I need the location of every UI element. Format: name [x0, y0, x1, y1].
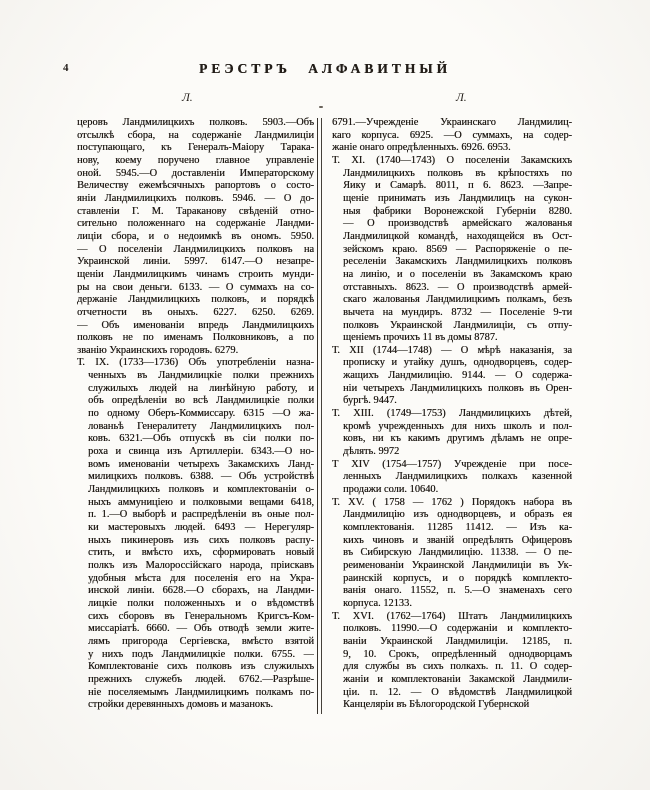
text-line: Яику и Самарѣ. 8011, п 6. 8623. —Запре- — [343, 180, 572, 192]
text-line: щеніе принимать изъ Ландмилицъ на сукон- — [343, 192, 572, 204]
text-line: стить, и вмѣсто ихъ, сформировать новый — [88, 547, 314, 559]
text-line: ніе поселяемымъ Ландмилицкимъ полкамъ по- — [88, 686, 314, 698]
text-line: Ландмилицкой командѣ, находящейся въ Ост- — [343, 230, 572, 242]
text-line: Украинской линіи. 5997. 6147.—О незапре- — [77, 256, 314, 268]
text-line: отчетности въ оныхъ. 6227. 6250. 6269. — [77, 306, 314, 318]
text-line: сихъ сборовъ въ Генеральномъ Кригсъ-Ком- — [88, 610, 314, 622]
register-entry — [332, 155, 572, 345]
text-line: ленныхъ Ландмилицкихъ полкахъ казенной — [343, 471, 572, 483]
text-line: Т. XI. (1740—1743) О поселеніи Закамскихъ — [332, 154, 572, 166]
text-line: Величеству ежемѣсячныхъ рапортовъ о состо- — [77, 180, 314, 192]
text-line: удобныя мѣста для поселенія его на Укра- — [88, 572, 314, 584]
text-line: лицкіе полки положенныхъ и о вѣдомствѣ — [88, 597, 314, 609]
text-line: щеніемъ прочихъ 11 въ домы 8787. — [343, 332, 498, 344]
text-line: церовъ Ландмилицкихъ полковъ. 5903.—Объ — [77, 117, 314, 128]
text-line: Ландмилицію изъ однодворцевъ, и образъ ея — [343, 509, 572, 521]
text-line: на линію, и о поселеніи въ Закамскомъ краю — [343, 268, 572, 280]
text-line: скаго жалованья Ландмилицкимъ полкамъ, безъ — [343, 294, 572, 306]
text-line: полковъ Украинской Ландмилиціи, съ отпу- — [343, 319, 572, 331]
text-line: Ландмилицкихъ полковъ и комплектованіи о- — [88, 484, 314, 496]
text-line: — Объ именованіи впредь Ландмилицкихъ — [77, 319, 314, 331]
text-line: по одному Оберъ-Коммиссару. 6315 —О жа- — [88, 408, 314, 420]
text-line: ры на свои деньги. 6133. — О суммахъ на со- — [77, 281, 314, 293]
text-line: лямъ пригорода Сергіевска, вмѣсто взятой — [88, 635, 314, 647]
text-line: лованьѣ Генералитету Ландмилицкихъ пол- — [88, 420, 314, 432]
text-line: Т XIV (1754—1757) Учрежденіе при посе- — [332, 458, 572, 470]
text-line: Т. XVI. (1762—1764) Штатъ Ландмилицкихъ — [332, 610, 572, 622]
text-line: ныхъ пикинеровъ изъ сихъ полковъ распу- — [88, 534, 314, 546]
column-divider-rule — [317, 118, 322, 714]
text-line: прописку и утайку душъ, однодворцевъ, содер- — [343, 357, 572, 369]
text-line: дѣлять. 9972 — [343, 446, 400, 458]
text-line: бургѣ. 9447. — [343, 395, 397, 407]
text-line: нову, коему поручено главное управленіе — [77, 154, 314, 166]
register-entry — [332, 459, 572, 497]
text-line: прежнихъ служебъ людей. 6762.—Разрѣше- — [88, 673, 314, 685]
text-line: въ Сибирскую Ландмилицію. 11338. — О пе- — [343, 547, 572, 559]
text-line: служилыхъ людей на линѣйную работу, и — [88, 382, 314, 394]
text-line: милицкихъ полковъ. 6388. — Объ устройствѣ — [88, 471, 314, 483]
text-line: объ опредѣленіи во всѣ Ландмилицкіе полки — [88, 395, 314, 407]
text-line: оной. 5945.—О доставленіи Императорскому — [77, 167, 314, 179]
text-line: комплектованія. 11285 11412. — Изъ ка- — [343, 522, 572, 533]
text-line: кихъ чиновъ и званій опредѣлять Офицеровъ — [343, 534, 572, 546]
text-line: сительно положеннаго на содержаніе Ландми- — [77, 218, 314, 230]
text-line: ныхъ аммуниціею и полковыми вещами 6418, — [88, 496, 314, 508]
text-line: ніи четырехъ Ландмилицкихъ полковъ въ Орен- — [343, 382, 572, 394]
text-line: корпуса. 12133. — [343, 597, 412, 609]
register-entry — [332, 408, 572, 459]
page-number: 4 — [63, 62, 69, 74]
text-line: ставленіи Г. М. Тараканову свѣденій отно- — [77, 205, 314, 217]
text-line: ковъ. 6321.—Объ отпускѣ въ сіи полки по- — [88, 433, 314, 445]
text-line: полковъ не по именамъ Полковниковъ, а по — [77, 332, 314, 344]
text-line: держаніе Ландмилицкихъ полковъ, и порядкѣ — [77, 294, 314, 306]
ink-speck — [319, 106, 323, 108]
text-line: ныя фабрики Воронежской Губерніи 8280. — [343, 205, 572, 217]
text-line: ванія онаго. 11552, п. 5.—О знаменахъ сего — [343, 585, 572, 597]
left-column-letter: Л. — [182, 92, 193, 104]
text-line: отсылкѣ сбора, на содержаніе Ландмилиціи — [77, 129, 314, 141]
text-line: продажи соли. 10640. — [343, 484, 439, 496]
text-line: жаніе онаго опредѣленныхъ. 6926. 6953. — [332, 142, 511, 154]
continuation-paragraph — [77, 117, 314, 357]
text-line: Т. IX. (1733—1736) Объ употребленіи назна- — [77, 357, 314, 369]
text-line: лиціи сбора, и о недоимкѣ въ ономъ. 5950. — [77, 230, 314, 242]
column-left-body — [77, 117, 314, 712]
text-line: кромѣ учрежденныхъ для нихъ школъ и пол- — [343, 420, 572, 432]
register-entry — [332, 345, 572, 408]
text-line: 6791.—Учрежденіе Украинскаго Ландмилиц- — [332, 117, 572, 128]
text-line: поступающаго, къ Генералъ-Маіору Тарака- — [77, 142, 314, 154]
text-line: для службы въ сихъ полкахъ. п. 11. О содер- — [343, 661, 572, 673]
text-line: миссаріатѣ. 6660. — Объ отводѣ земли жите- — [88, 623, 314, 635]
text-line: раинскій корпусъ, и о порядкѣ комплекто- — [343, 572, 572, 584]
text-line: ченныхъ въ Ландмилицкіе полки прежнихъ — [88, 370, 314, 382]
text-line: каго корпуса. 6925. —О суммахъ, на содер- — [332, 129, 572, 141]
text-line: Т. XV. ( 1758 — 1762 ) Порядокъ набора въ — [332, 496, 572, 508]
text-line: 9, 10. Срокъ, опредѣленный однодворцамъ — [343, 648, 572, 660]
text-line: реселеніи Закамскихъ Ландмилицкихъ полковъ — [343, 256, 572, 268]
register-entry — [332, 497, 572, 611]
text-line: жаніи и комплектованіи Закамской Ландмили- — [343, 673, 572, 685]
text-line: роха и свинца изъ Артиллеріи. 6343.—О но- — [88, 446, 314, 458]
text-line: Канцеляріи въ Бѣлогородской Губернской — [343, 699, 530, 711]
text-line: у нихъ подъ Ландмилицкіе полки. 6755. — — [88, 648, 314, 660]
column-left — [77, 117, 314, 712]
text-line: ковъ, ни къ какимъ другимъ дѣламъ не опре- — [343, 433, 572, 445]
text-line: п. 1.—О выборѣ и распредѣленіи въ оные пол- — [88, 509, 314, 521]
continuation-paragraph — [332, 117, 572, 155]
column-right-body — [332, 117, 572, 712]
right-column-letter: Л. — [456, 92, 467, 104]
text-line: Т. XII (1744—1748) — О мѣрѣ наказанія, за — [332, 344, 572, 356]
column-right — [332, 117, 572, 712]
text-line: стройки деревянныхъ домовъ и мазанокъ. — [88, 699, 274, 711]
text-line: Ландмилицкихъ полковъ въ крѣпостяхъ по — [343, 167, 572, 179]
text-line: ваніи Украинской Ландмилиціи. 12185, п. — [343, 635, 572, 647]
text-line: полковъ. 11990.—О содержаніи и комплекто- — [343, 623, 572, 635]
register-entry — [332, 611, 572, 712]
page-title: РЕЭСТРЪ АЛФАВИТНЫЙ — [198, 61, 451, 76]
text-line: вычета на мундиръ. 8732 — Поселеніе 9-ти — [343, 306, 572, 318]
text-line: зейскомъ краю. 8569 — Распоряженіе о пе- — [343, 243, 572, 255]
text-line: инской линіи. 6628.—О сборахъ, на Ландми- — [88, 585, 314, 597]
text-line: реименованіи Украинской Ландмилиціи въ Ук- — [343, 559, 572, 571]
text-line: отставныхъ. 8623. — О производствѣ армей- — [343, 281, 572, 293]
text-line: званію Украинскихъ городовъ. 6279. — [77, 344, 239, 356]
text-line: Комплектованіе сихъ полковъ изъ служилыхъ — [88, 661, 314, 673]
text-line: полкъ изъ Малороссійскаго народа, пріискавъ — [88, 559, 314, 571]
text-line: яніи Ландмилицкихъ полковъ. 5946. — О до- — [77, 192, 314, 204]
text-line: — О поселеніи Ландмилицкихъ полковъ на — [77, 243, 314, 255]
text-line: ки мастеровыхъ людей. 6493 — Нерегуляр- — [88, 522, 314, 533]
text-line: ціи. п. 12. — О вѣдомствѣ Ландмилицкой — [343, 686, 572, 698]
text-line: вомъ именованіи четырехъ Закамскихъ Ланд- — [88, 458, 314, 470]
text-line: Т. XIII. (1749—1753) Ландмилицкихъ дѣтей, — [332, 408, 572, 420]
text-line: щеніи Ландмилицкимъ чинамъ строить мунди- — [77, 268, 314, 280]
text-line: жащихъ Ландмилицію. 9144. — О содержа- — [343, 370, 572, 382]
register-entry — [77, 357, 314, 711]
text-line: — О производствѣ армейскаго жалованья — [343, 218, 572, 230]
